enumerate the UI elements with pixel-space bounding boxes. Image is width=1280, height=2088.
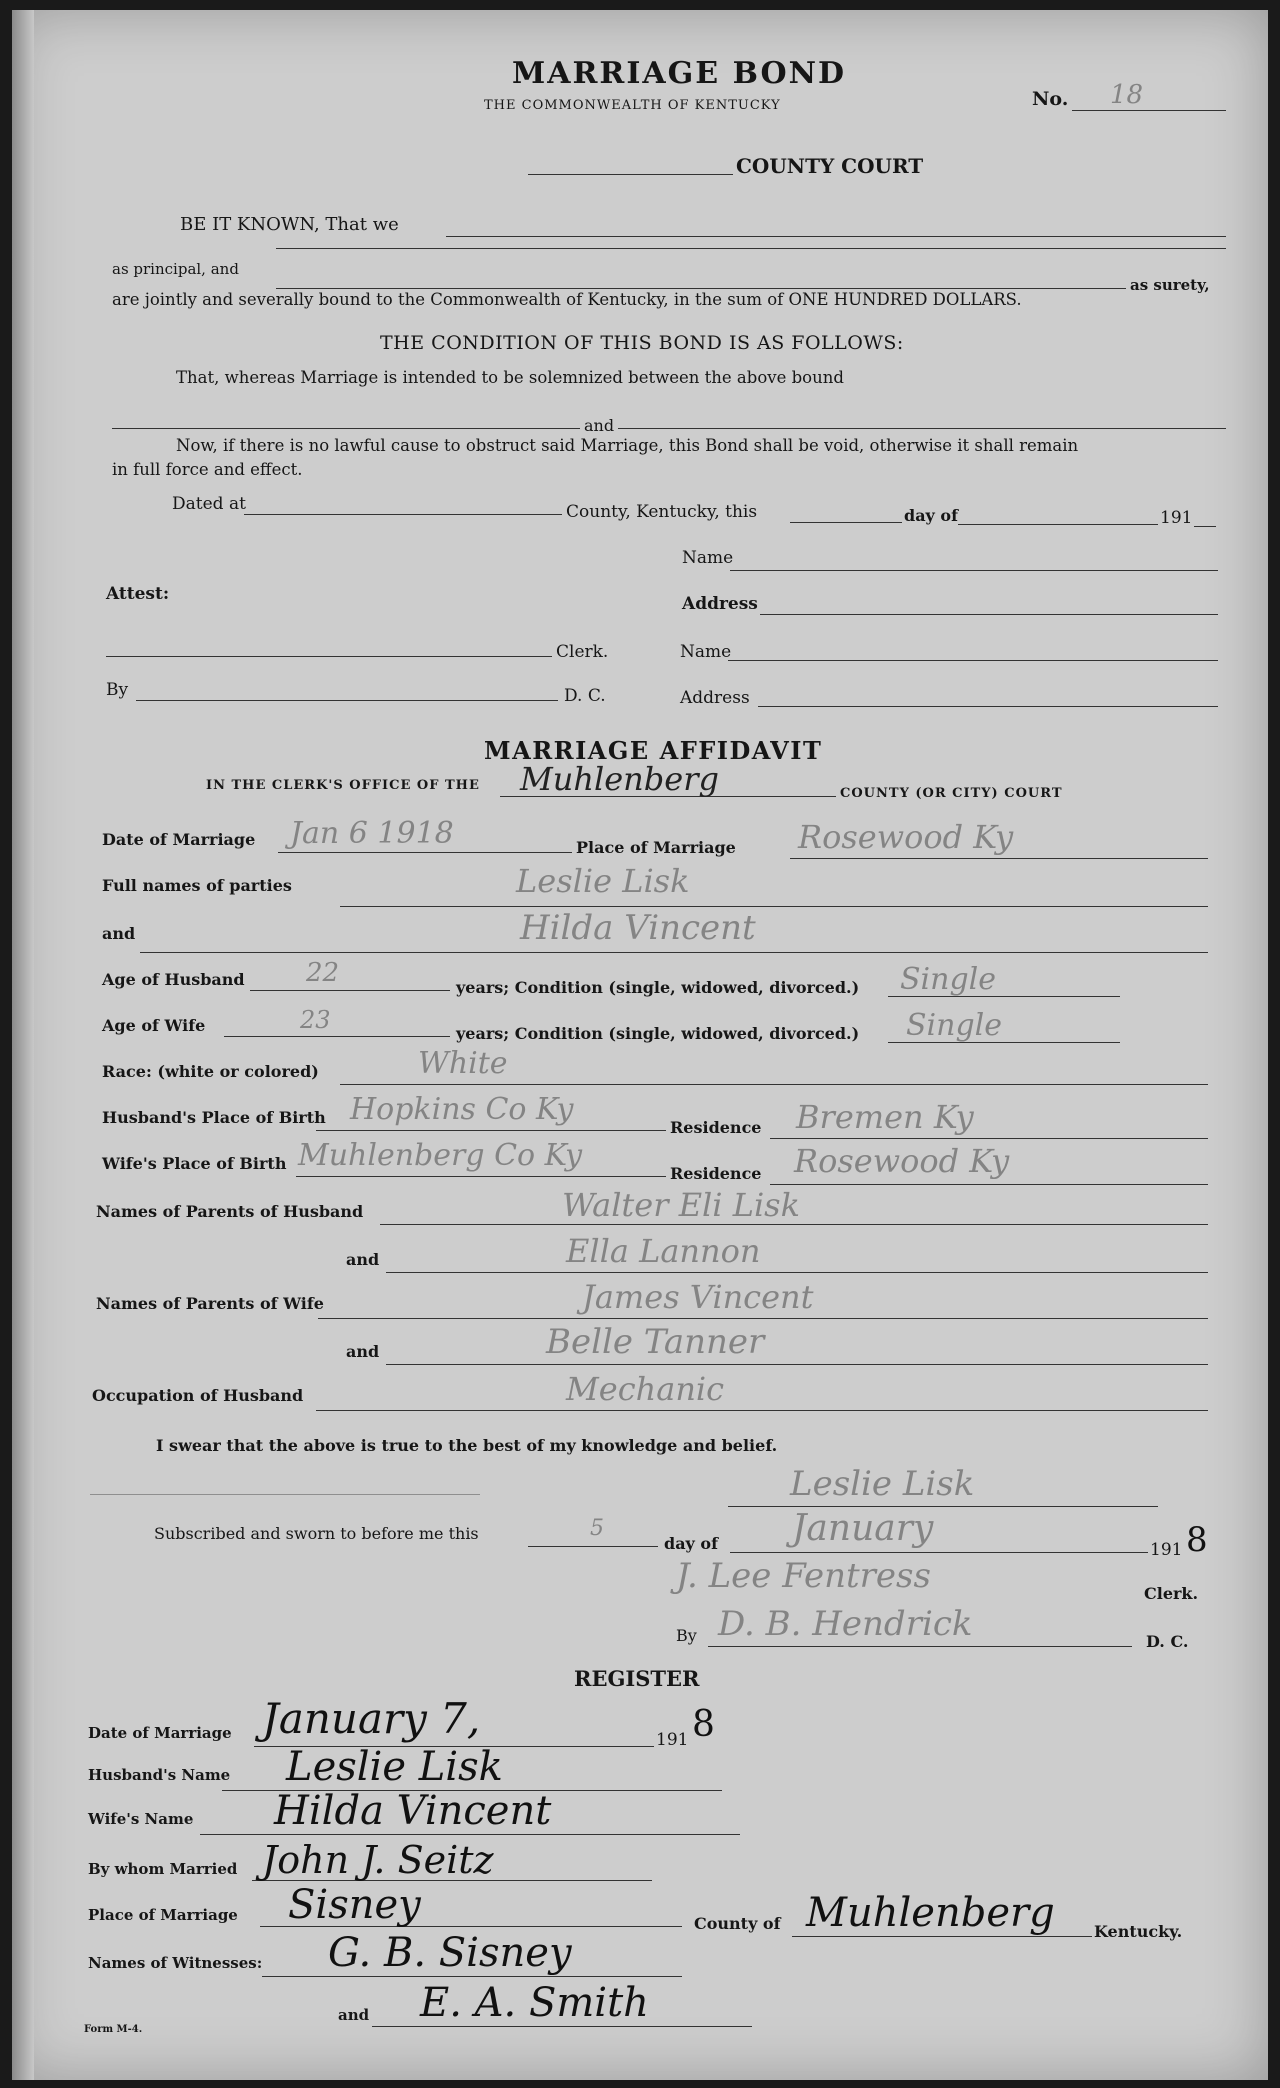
subscribed-text: Subscribed and sworn to before me this — [154, 1524, 479, 1543]
register-year-suffix: 8 — [692, 1704, 715, 1745]
dated-day-line — [790, 522, 902, 523]
sworn-year-suffix: 8 — [1186, 1520, 1208, 1560]
register-place-value: Sisney — [288, 1882, 421, 1928]
husband-residence-value: Bremen Ky — [796, 1098, 974, 1136]
clerk-signature: J. Lee Fentress — [676, 1556, 931, 1596]
wife-residence-label: Residence — [670, 1164, 762, 1183]
register-by-whom-value: John J. Seitz — [262, 1838, 494, 1882]
register-date-value: January 7, — [262, 1694, 481, 1743]
wife-mother-value: Belle Tanner — [546, 1322, 765, 1362]
register-wife-value: Hilda Vincent — [274, 1788, 552, 1834]
surety-address-line-1 — [760, 614, 1218, 615]
husband-birth-value: Hopkins Co Ky — [350, 1092, 574, 1127]
register-witness1-value: G. B. Sisney — [328, 1930, 572, 1976]
age-wife-label: Age of Wife — [102, 1016, 206, 1035]
parents-wife-label: Names of Parents of Wife — [96, 1294, 324, 1313]
by-label: By — [106, 680, 129, 700]
sworn-year-prefix: 191 — [1150, 1540, 1183, 1560]
years-condition-label-2: years; Condition (single, widowed, divorced.) — [456, 1024, 860, 1043]
register-witnesses-label: Names of Witnesses: — [88, 1954, 263, 1972]
race-value: White — [418, 1046, 508, 1081]
register-witness2-value: E. A. Smith — [420, 1980, 649, 2026]
now-if-text-1: Now, if there is no lawful cause to obstruct said Marriage, this Bond shall be void, otherwise it shall remain — [176, 436, 1079, 455]
register-year-prefix: 191 — [656, 1730, 689, 1750]
wife-birth-line — [296, 1176, 666, 1177]
wife-condition-value: Single — [906, 1008, 1003, 1043]
register-county-value: Muhlenberg — [806, 1890, 1055, 1936]
condition-heading: THE CONDITION OF THIS BOND IS AS FOLLOWS: — [380, 332, 904, 354]
date-of-marriage-label: Date of Marriage — [102, 830, 256, 849]
husband-parents-and-label: and — [346, 1250, 380, 1269]
party2-value: Hilda Vincent — [520, 908, 756, 948]
swear-text: I swear that the above is true to the best of my knowledge and belief. — [156, 1436, 778, 1455]
dated-month-line — [958, 524, 1158, 525]
full-names-label: Full names of parties — [102, 876, 292, 895]
office-prefix: IN THE CLERK'S OFFICE OF THE — [206, 778, 480, 793]
husband-birth-label: Husband's Place of Birth — [102, 1108, 326, 1127]
bond-title: MARRIAGE BOND — [512, 56, 847, 91]
be-it-known-text: BE IT KNOWN, That we — [180, 214, 399, 235]
as-principal-text: as principal, and — [112, 260, 239, 278]
husband-residence-label: Residence — [670, 1118, 762, 1137]
register-husband-value: Leslie Lisk — [286, 1744, 503, 1790]
principal-line-1 — [446, 236, 1226, 237]
husband-father-value: Walter Eli Lisk — [562, 1186, 800, 1224]
day-of-text: day of — [904, 506, 958, 525]
dated-at-text: Dated at — [172, 494, 246, 514]
register-witness2-line — [372, 2026, 752, 2027]
witness-signature-line — [90, 1494, 480, 1495]
age-wife-value: 23 — [300, 1006, 331, 1034]
age-husband-label: Age of Husband — [102, 970, 245, 989]
place-of-marriage-line — [790, 858, 1208, 859]
office-suffix: COUNTY (OR CITY) COURT — [840, 786, 1063, 801]
county-court-label: COUNTY COURT — [736, 154, 924, 178]
dc-line — [136, 700, 558, 701]
surety-name-line-2 — [728, 660, 1218, 661]
register-place-label: Place of Marriage — [88, 1906, 238, 1924]
wife-birth-label: Wife's Place of Birth — [102, 1154, 287, 1173]
bond-number-value: 18 — [1110, 80, 1144, 110]
dc-signature-line — [708, 1646, 1132, 1647]
sworn-day-line — [528, 1546, 658, 1547]
occupation-label: Occupation of Husband — [92, 1386, 304, 1405]
place-of-marriage-label: Place of Marriage — [576, 838, 736, 857]
whereas-text: That, whereas Marriage is intended to be solemnized between the above bound — [176, 368, 844, 387]
register-date-label: Date of Marriage — [88, 1724, 232, 1742]
page-edge-shadow — [12, 10, 34, 2080]
register-witness-and-label: and — [338, 2006, 370, 2024]
register-wife-label: Wife's Name — [88, 1810, 194, 1828]
party1-line — [340, 906, 1208, 907]
sworn-month-value: January — [792, 1508, 934, 1549]
register-wife-line — [200, 1834, 740, 1835]
wife-residence-value: Rosewood Ky — [794, 1142, 1010, 1180]
husband-father-line — [380, 1224, 1208, 1225]
age-wife-line — [224, 1036, 450, 1037]
dc-label: D. C. — [564, 686, 606, 706]
sworn-month-line — [730, 1552, 1148, 1553]
register-husband-label: Husband's Name — [88, 1766, 231, 1784]
race-label: Race: (white or colored) — [102, 1062, 319, 1081]
wife-residence-line — [770, 1184, 1208, 1185]
wife-mother-line — [386, 1364, 1208, 1365]
affidavit-clerk-label: Clerk. — [1144, 1584, 1199, 1603]
parents-husband-label: Names of Parents of Husband — [96, 1202, 364, 1221]
husband-mother-line — [386, 1272, 1208, 1273]
county-line — [528, 174, 733, 175]
surety-address-label-2: Address — [680, 688, 750, 708]
register-title: REGISTER — [574, 1666, 700, 1691]
affidavit-dc-label: D. C. — [1146, 1632, 1189, 1651]
husband-birth-line — [316, 1130, 666, 1131]
affiant-signature: Leslie Lisk — [790, 1464, 975, 1504]
surety-address-line-2 — [758, 706, 1218, 707]
surety-line — [276, 288, 1126, 289]
as-surety-text: as surety, — [1130, 276, 1210, 294]
bond-number-label: No. — [1032, 88, 1069, 110]
register-county-of-label: County of — [694, 1914, 781, 1933]
attest-label: Attest: — [106, 584, 170, 604]
bond-number-line — [1072, 110, 1226, 111]
register-kentucky-label: Kentucky. — [1094, 1922, 1183, 1941]
clerk-label: Clerk. — [556, 642, 609, 662]
register-by-whom-label: By whom Married — [88, 1860, 238, 1878]
party1-value: Leslie Lisk — [516, 862, 690, 900]
dc-signature: D. B. Hendrick — [718, 1604, 973, 1644]
occupation-line — [316, 1410, 1208, 1411]
wife-birth-value: Muhlenberg Co Ky — [298, 1138, 583, 1173]
and-text: and — [584, 416, 615, 435]
race-line — [340, 1084, 1208, 1085]
party-line-2 — [618, 428, 1226, 429]
affidavit-by-label: By — [676, 1626, 697, 1645]
office-county-value: Muhlenberg — [520, 760, 719, 798]
county-ky-this-text: County, Kentucky, this — [566, 502, 758, 522]
party2-line — [140, 952, 1208, 953]
surety-name-line-1 — [730, 570, 1218, 571]
year-prefix-text: 191 — [1160, 508, 1193, 528]
wife-father-line — [318, 1318, 1208, 1319]
years-condition-label-1: years; Condition (single, widowed, divorced.) — [456, 978, 860, 997]
party-and-label: and — [102, 924, 136, 943]
now-if-text-2: in full force and effect. — [112, 460, 303, 479]
jointly-text: are jointly and severally bound to the Commonwealth of Kentucky, in the sum of ONE HUNDRED DOLLARS. — [112, 290, 1022, 309]
surety-name-label-1: Name — [682, 548, 734, 568]
form-number: Form M-4. — [84, 2024, 143, 2035]
affiant-signature-line — [728, 1506, 1158, 1507]
husband-condition-value: Single — [900, 962, 997, 997]
husband-mother-value: Ella Lannon — [566, 1232, 761, 1270]
register-county-line — [792, 1936, 1092, 1937]
sworn-day-of-label: day of — [664, 1534, 718, 1553]
surety-name-label-2: Name — [680, 642, 732, 662]
age-husband-value: 22 — [306, 958, 340, 988]
sworn-day-value: 5 — [590, 1516, 604, 1541]
principal-line-2 — [276, 248, 1226, 249]
surety-address-label-1: Address — [682, 594, 758, 614]
bond-subtitle: THE COMMONWEALTH OF KENTUCKY — [484, 98, 781, 113]
date-of-marriage-value: Jan 6 1918 — [290, 816, 454, 851]
register-witness1-line — [262, 1976, 682, 1977]
clerk-line — [106, 656, 552, 657]
occupation-value: Mechanic — [566, 1370, 725, 1408]
dated-year-line — [1194, 526, 1216, 527]
dated-at-line — [244, 514, 562, 515]
age-husband-line — [250, 990, 450, 991]
wife-father-value: James Vincent — [582, 1278, 814, 1316]
date-of-marriage-line — [278, 852, 572, 853]
place-of-marriage-value: Rosewood Ky — [798, 818, 1014, 856]
party-line-1 — [112, 428, 580, 429]
wife-parents-and-label: and — [346, 1342, 380, 1361]
husband-residence-line — [770, 1138, 1208, 1139]
affidavit-title: MARRIAGE AFFIDAVIT — [484, 736, 823, 765]
